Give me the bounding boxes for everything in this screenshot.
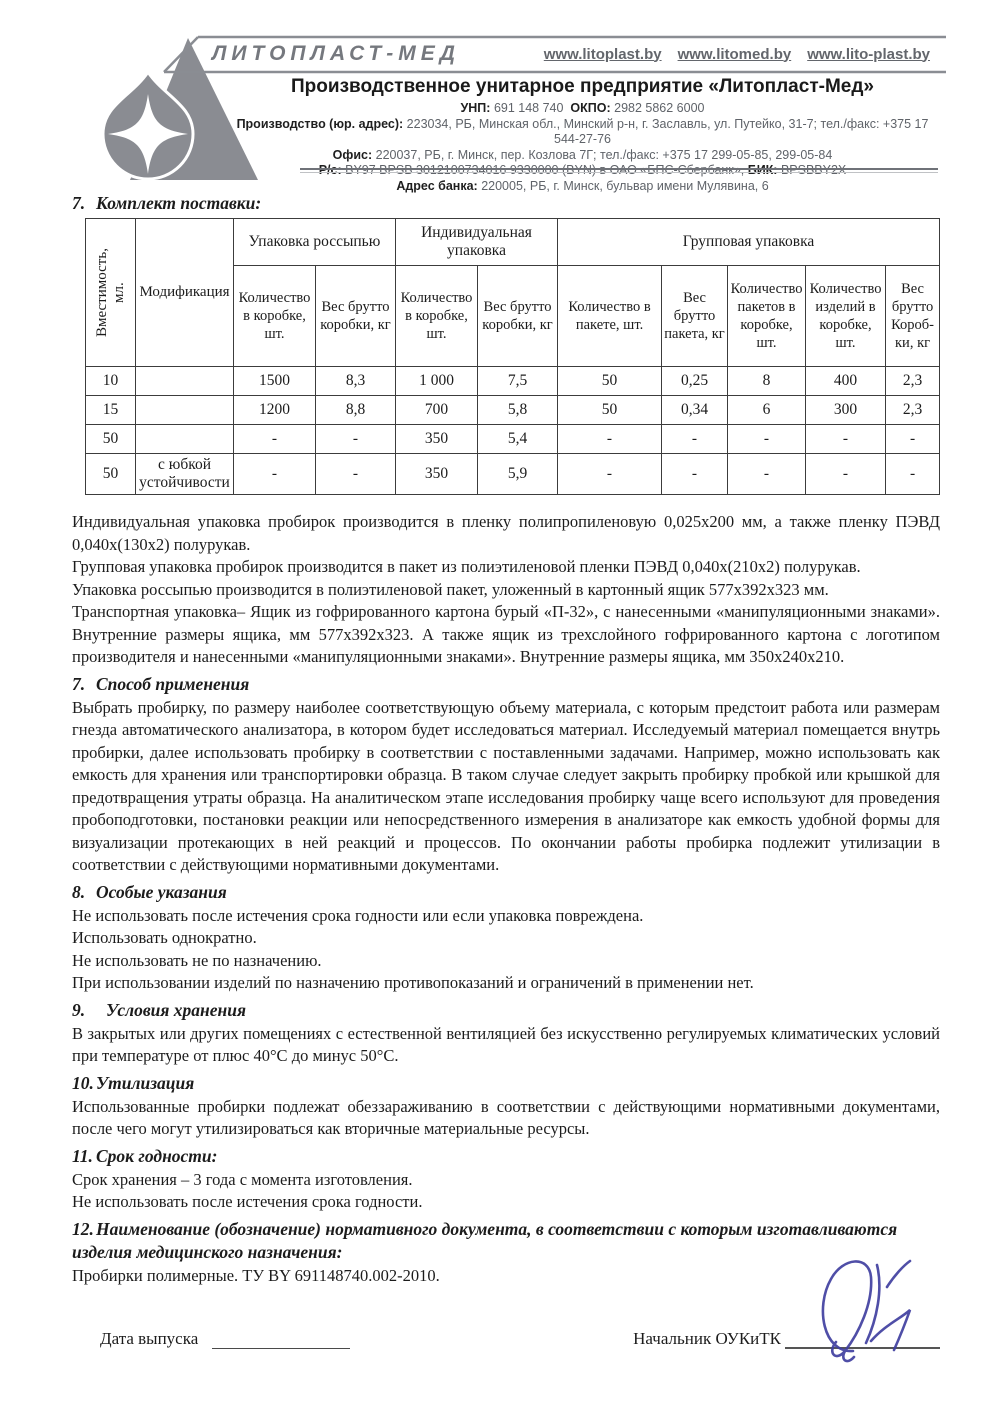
company-bank-line [225, 179, 940, 195]
section-heading-normative: 12. Наименование (обозначение) нормативного документа, в соответствии с которым изготавливаются изделия медицинского назначения: [72, 1218, 898, 1262]
note-bulk-packaging: Упаковка россыпью производится в полиэтиленовой пакет, уложенный в картонный ящик 577х392х323 мм. [72, 579, 829, 599]
table-row [86, 367, 940, 396]
value-cell: 5,9 [478, 454, 558, 495]
special-line: Использовать однократно. [72, 928, 257, 947]
value-cell: - [316, 454, 396, 495]
capacity-column-header: Вместимость, мл. [86, 219, 136, 367]
account-label: Р/с: [318, 163, 342, 177]
col-ind-weight: Вес брутто коробки, кг [478, 266, 558, 367]
value-cell: 0,25 [662, 367, 728, 396]
header-divider [300, 168, 938, 173]
value-cell: - [806, 425, 886, 454]
bank-label: Адрес банка: [396, 178, 478, 193]
value-cell: 2,3 [886, 367, 940, 396]
okpo-value: 2982 5862 6000 [614, 101, 705, 115]
value-cell: 8,8 [316, 396, 396, 425]
value-cell: - [886, 454, 940, 495]
value-cell: 1200 [234, 396, 316, 425]
value-cell: - [234, 425, 316, 454]
signature-block [100, 1329, 940, 1349]
col-grp-packs-in-box: Количество пакетов в коробке, шт. [728, 266, 806, 367]
modification-cell [136, 425, 234, 454]
value-cell: 7,5 [478, 367, 558, 396]
table-group-header-row [86, 219, 940, 266]
shelf-life-line: Не использовать после истечения срока годности. [72, 1192, 423, 1211]
section-heading-shelf-life: 11. Срок годности: [72, 1145, 218, 1166]
value-cell: 8 [728, 367, 806, 396]
section-number: 7. [72, 193, 86, 213]
note-transport-packaging: Транспортная упаковка– Ящик из гофрированного картона бурый «П-32», с нанесенными «манипуляционными знаками». Внутренние размеры ящика, мм 577х392х323. А также ящик из трехслойного гофрированного картона с логотипом производителя и нанесенными «манипуляционными знаками». Внутренние размеры ящика, мм 350х240х210. [72, 602, 940, 666]
usage-body: Выбрать пробирку, по размеру наиболее соответствующую объему материала, с которым предстоит работа или размерам гнезда автоматического анализатора, в котором будет исследоваться материал. Исследуемый материал помещается внутрь пробирки, далее использовать пробирку в соответствии с поставленными задачами. Например, можно использовать как емкость для хранения или транспортировки образца. В таком случае следует закрыть пробирку пробкой или крышкой для предотвращения утраты образца. На аналитическом этапе исследования пробирку чаще всего используют для проведения пробоподготовки, постановки реакции или непосредственного измерения в анализаторе как емкость удобной формы для визуализации протекающих в ней реакций и процессов. По окончании работы пробирка подлежит утилизации в соответствии с действующими нормативными документами. [72, 697, 940, 874]
disposal-body: Использованные пробирки подлежат обеззараживанию в соответствии с действующими нормативными документами, после чего могут утилизироваться как вторичные материальные ресурсы. [72, 1096, 940, 1138]
section-heading-disposal: 10. Утилизация [72, 1072, 195, 1093]
signatory-group [633, 1329, 940, 1349]
value-cell: - [728, 454, 806, 495]
website-link-litomed: www.litomed.by [677, 45, 792, 63]
capacity-cell: 50 [86, 425, 136, 454]
value-cell: 50 [558, 396, 662, 425]
issue-date-blank-line [212, 1347, 350, 1349]
special-line: При использовании изделий по назначению противопоказаний и ограничений в применении нет. [72, 973, 754, 992]
note-group-packaging: Групповая упаковка пробирок производится в пакет из полиэтиленовой пленки ПЭВД 0,040х(210х2) полурукав. [72, 557, 861, 576]
production-label: Производство (юр. адрес): [236, 116, 404, 131]
company-title: Производственное унитарное предприятие «Литопласт-Мед» [291, 76, 874, 97]
issue-date-group [100, 1329, 350, 1349]
unp-label: УНП: [460, 101, 491, 115]
section-heading-usage: 7. Способ применения [72, 673, 250, 694]
modification-cell [136, 396, 234, 425]
modification-cell: с юбкой устойчивости [136, 454, 234, 495]
value-cell: 350 [396, 425, 478, 454]
col-grp-items-in-box: Количество изделий в коробке, шт. [806, 266, 886, 367]
value-cell: - [728, 425, 806, 454]
packaging-notes [72, 511, 940, 669]
normative-body: Пробирки полимерные. ТУ BY 691148740.002-2010. [72, 1265, 440, 1285]
brand-band [212, 40, 930, 68]
website-link-litoplast: www.litoplast.by [543, 45, 662, 63]
bik-label: БИК: [747, 163, 778, 177]
account-value: BY97 BPSB 3012100734016 9330000 (BYN) в ОАО «БПС-Сбербанк», [345, 163, 745, 177]
bank-value: 220005, РБ, г. Минск, бульвар имени Мулявина, 6 [481, 178, 769, 193]
capacity-cell: 15 [86, 396, 136, 425]
table-row [86, 425, 940, 454]
value-cell: 2,3 [886, 396, 940, 425]
value-cell: - [234, 454, 316, 495]
section-title: Комплект поставки: [96, 193, 262, 213]
shelf-life-line: Срок хранения – 3 года с момента изготовления. [72, 1169, 413, 1189]
value-cell: - [558, 425, 662, 454]
table-row [86, 454, 940, 495]
storage-body: В закрытых или других помещениях с естественной вентиляцией без искусственно регулируемых климатических условий при температуре от плюс 40°С до минус 50°С. [72, 1023, 940, 1065]
col-ind-qty: Количество в коробке, шт. [396, 266, 478, 367]
special-line: Не использовать не по назначению. [72, 950, 322, 970]
value-cell: 300 [806, 396, 886, 425]
value-cell: 8,3 [316, 367, 396, 396]
value-cell: 6 [728, 396, 806, 425]
section-heading-storage: 9. Условия хранения [72, 999, 246, 1020]
note-individual-packaging: Индивидуальная упаковка пробирок производится в пленку полипропиленовую 0,025х200 мм, а также пленку ПЭВД 0,040х(130х2) полурукав. [72, 512, 940, 554]
office-label: Офис: [332, 147, 373, 162]
production-value: 223034, РБ, Минская обл., Минский р-н, г. Заславль, ул. Путейко, 31-7; тел./факс: +375 17 544-27-76 [406, 116, 929, 146]
unp-value: 691 148 740 [493, 101, 564, 115]
col-grp-pack-weight: Вес брутто пакета, кг [662, 266, 728, 367]
value-cell: 1500 [234, 367, 316, 396]
office-value: 220037, РБ, г. Минск, пер. Козлова 7Г; тел./факс: +375 17 299-05-85, 299-05-84 [375, 147, 833, 162]
supply-table-body [86, 367, 940, 495]
value-cell: 0,34 [662, 396, 728, 425]
signature-blank-line [785, 1347, 940, 1349]
letterhead [0, 0, 1000, 193]
website-list [544, 46, 930, 63]
capacity-cell: 50 [86, 454, 136, 495]
website-link-lito-plast: www.lito-plast.by [807, 45, 930, 63]
value-cell: - [558, 454, 662, 495]
value-cell: 5,4 [478, 425, 558, 454]
value-cell: 5,8 [478, 396, 558, 425]
brand-logotype: ЛИТОПЛАСТ-МЕД [212, 42, 460, 65]
col-grp-qty-pack: Количество в пакете, шт. [558, 266, 662, 367]
issue-date-label: Дата выпуска [100, 1329, 199, 1348]
signatory-label: Начальник ОУКиТК [633, 1329, 781, 1348]
value-cell: 1 000 [396, 367, 478, 396]
col-bulk-qty: Количество в коробке, шт. [234, 266, 316, 367]
value-cell: - [886, 425, 940, 454]
value-cell: - [662, 425, 728, 454]
value-cell: 400 [806, 367, 886, 396]
special-line: Не использовать после истечения срока годности или если упаковка повреждена. [72, 905, 644, 925]
bik-value: BPSBBY2X [780, 163, 847, 177]
value-cell: - [316, 425, 396, 454]
table-row [86, 396, 940, 425]
value-cell: - [806, 454, 886, 495]
modification-cell [136, 367, 234, 396]
section-heading-special: 8. Особые указания [72, 881, 227, 902]
group-header-individual: Индивидуальная упаковка [396, 219, 558, 266]
col-grp-box-weight: Вес брутто Коробки, кг [886, 266, 940, 367]
company-registration-line [225, 101, 940, 117]
value-cell: 350 [396, 454, 478, 495]
value-cell: - [662, 454, 728, 495]
company-info-block [225, 76, 940, 194]
okpo-label: ОКПО: [570, 101, 611, 115]
value-cell: 700 [396, 396, 478, 425]
company-production-line [225, 117, 940, 148]
company-office-line [225, 148, 940, 164]
capacity-cell: 10 [86, 367, 136, 396]
supply-table [85, 218, 940, 495]
col-bulk-weight: Вес брутто коробки, кг [316, 266, 396, 367]
group-header-group: Групповая упаковка [558, 219, 940, 266]
section-heading-supply [72, 192, 940, 215]
modification-column-header: Модификация [136, 219, 234, 367]
group-header-bulk: Упаковка россыпью [234, 219, 396, 266]
value-cell: 50 [558, 367, 662, 396]
handwritten-signature-icon [773, 1253, 951, 1371]
